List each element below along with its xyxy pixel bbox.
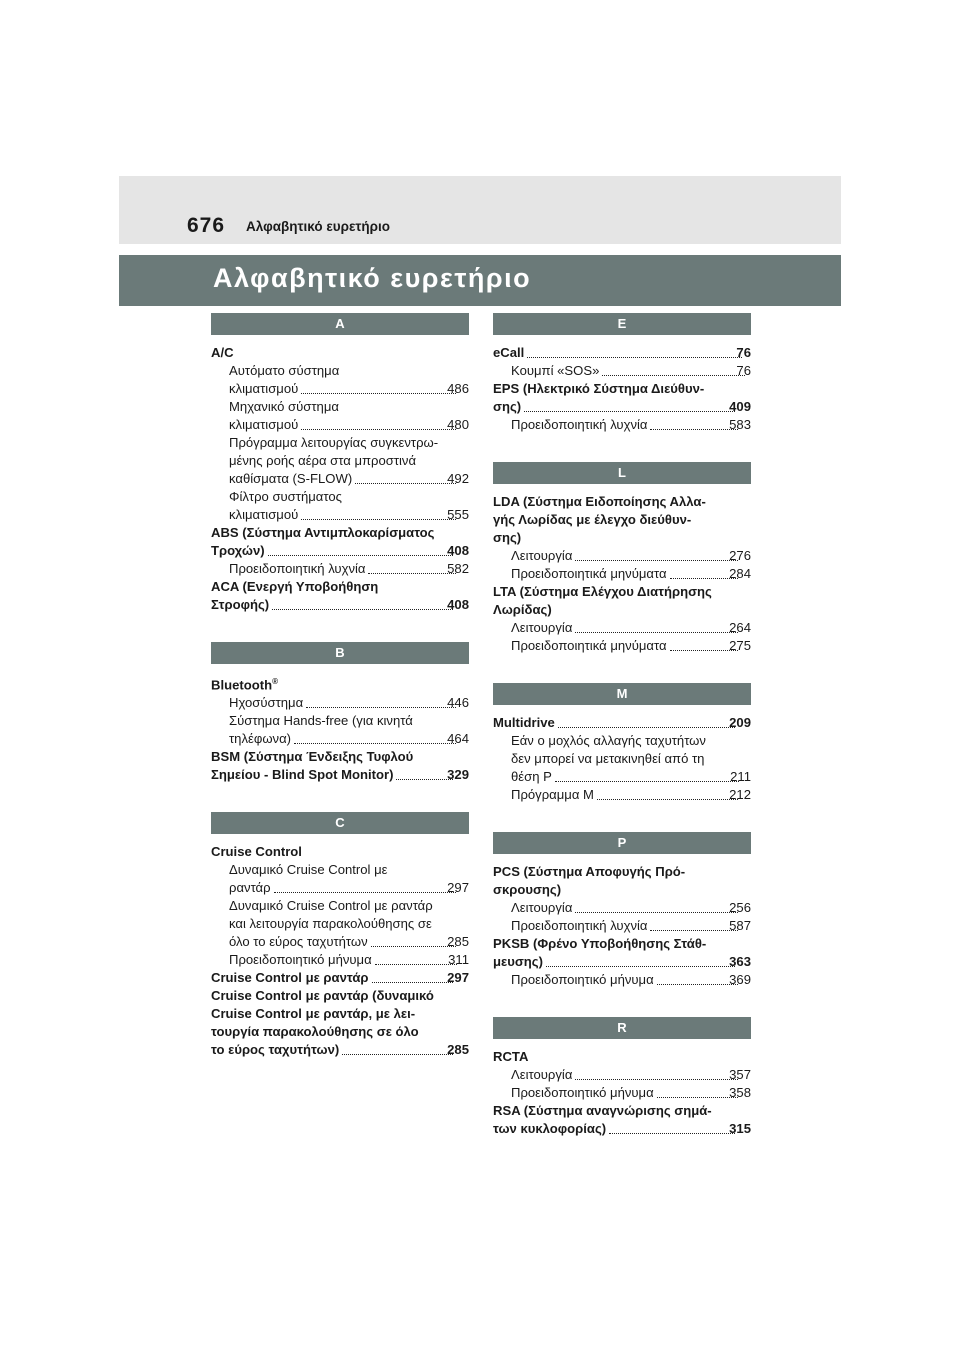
entry-text: Φίλτρο συστήματος — [229, 489, 342, 504]
entry-line — [493, 398, 751, 416]
section-letter-a: A — [211, 313, 469, 335]
page-ref[interactable]: 464 — [447, 731, 469, 747]
entry-line — [229, 416, 469, 434]
entry-text: Λειτουργία — [511, 548, 573, 563]
entry-text: Σημείου - Blind Spot Monitor) — [211, 767, 394, 783]
page-ref[interactable]: 76 — [736, 363, 751, 378]
page-ref[interactable]: 408 — [447, 597, 469, 612]
page-ref[interactable]: 582 — [447, 561, 469, 576]
entry-text: Προειδοποιητικό μήνυμα — [511, 1085, 654, 1100]
dot-leader — [294, 743, 456, 744]
entry-line — [211, 969, 469, 987]
entry-text: μευσης) — [493, 954, 543, 969]
page-ref[interactable]: 297 — [447, 970, 469, 986]
entry-line — [229, 730, 469, 748]
dot-leader — [609, 1133, 735, 1134]
entry-text: Αυτόματο σύστημα — [229, 363, 340, 378]
entry-text: και λειτουργία παρακολούθησης σε — [229, 916, 432, 932]
entry-line — [229, 362, 469, 380]
dot-leader — [524, 411, 735, 412]
entry-text: ABS (Σύστημα Αντιμπλοκαρίσματος — [211, 525, 435, 540]
section-letter-e: E — [493, 313, 751, 335]
entry-line — [229, 897, 469, 915]
entry-line — [511, 547, 751, 565]
entry-line — [211, 748, 469, 766]
entry-text: Στροφής) — [211, 597, 270, 612]
index-subentry — [493, 547, 751, 565]
index-entry — [493, 935, 751, 971]
index-subentry — [493, 416, 751, 434]
index-subentry — [211, 398, 469, 434]
section-gap — [211, 784, 469, 812]
section-letter-m: M — [493, 683, 751, 705]
entry-line — [493, 380, 751, 398]
entry-text: Προειδοποιητικά μηνύματα — [511, 638, 667, 653]
dot-leader — [272, 609, 453, 610]
entry-line — [511, 619, 751, 637]
entry-text: κλιματισμού — [229, 507, 299, 522]
registered-mark: ® — [272, 677, 278, 686]
dot-leader — [396, 779, 453, 780]
entry-text: Cruise Control — [211, 844, 302, 860]
entry-line — [211, 673, 469, 694]
entry-line — [229, 712, 469, 730]
page-ref[interactable]: 76 — [736, 345, 751, 360]
entry-text: EPS (Ηλεκτρικό Σύστημα Διεύθυν- — [493, 381, 705, 396]
entry-line — [229, 560, 469, 578]
section-gap — [493, 434, 751, 462]
entry-line — [511, 732, 751, 750]
entry-text: Εάν ο μοχλός αλλαγής ταχυτήτων — [511, 733, 706, 748]
dot-leader — [371, 946, 456, 947]
index-entry — [211, 748, 469, 784]
entry-text: σκρουσης) — [493, 882, 562, 897]
dot-leader — [301, 429, 456, 430]
entry-text: το εύρος ταχυτήτων) — [211, 1042, 340, 1058]
page-ref[interactable]: 276 — [729, 548, 751, 563]
entry-line — [493, 529, 751, 547]
dot-leader — [575, 1079, 738, 1080]
index-subentry — [493, 786, 751, 804]
entry-line — [211, 524, 469, 542]
entry-line — [229, 380, 469, 398]
index-column-right — [493, 313, 751, 1138]
entry-line — [211, 766, 469, 784]
entry-text: PKSB (Φρένο Υποβοήθησης Στάθ- — [493, 936, 707, 951]
entry-line — [211, 542, 469, 560]
index-subentry — [211, 560, 469, 578]
entry-line — [493, 935, 751, 953]
dot-leader — [372, 982, 454, 983]
index-entry — [493, 380, 751, 416]
page-ref[interactable]: 409 — [729, 399, 751, 414]
page-ref[interactable]: 369 — [729, 972, 751, 987]
index-subentry — [211, 861, 469, 897]
entry-list — [493, 854, 751, 989]
page-ref[interactable]: 211 — [730, 769, 751, 784]
entry-line — [511, 899, 751, 917]
entry-line — [493, 601, 751, 619]
index-entry — [493, 863, 751, 899]
entry-text: Προειδοποιητική λυχνία — [511, 918, 648, 933]
entry-text: δεν μπορεί να μετακινηθεί από τη — [511, 751, 705, 766]
index-subentry — [493, 637, 751, 655]
entry-list — [211, 834, 469, 1059]
entry-text: Cruise Control με ραντάρ, με λει- — [211, 1006, 416, 1022]
entry-line — [493, 1048, 751, 1066]
entry-text: PCS (Σύστημα Αποφυγής Πρό- — [493, 864, 686, 879]
index-entry — [211, 344, 469, 362]
entry-text: ACA (Ενεργή Υποβοήθηση — [211, 579, 379, 594]
entry-line — [211, 344, 469, 362]
dot-leader — [670, 578, 739, 579]
page-ref[interactable]: 358 — [729, 1085, 751, 1100]
entry-line — [229, 915, 469, 933]
entry-line — [493, 1120, 751, 1138]
index-subentry — [493, 565, 751, 583]
dot-leader — [355, 483, 456, 484]
entry-line — [229, 452, 469, 470]
index-subentry — [211, 362, 469, 398]
index-subentry — [493, 732, 751, 786]
index-entry — [211, 987, 469, 1059]
section-gap — [493, 655, 751, 683]
entry-text: Λωρίδας) — [493, 602, 552, 617]
entry-line — [229, 488, 469, 506]
dot-leader — [575, 912, 738, 913]
entry-line — [211, 578, 469, 596]
page-ref[interactable]: 256 — [729, 900, 751, 915]
entry-line — [229, 879, 469, 897]
entry-text: Cruise Control με ραντάρ (δυναμικό — [211, 988, 434, 1004]
dot-leader — [597, 799, 738, 800]
section-gap — [211, 614, 469, 642]
dot-leader — [575, 632, 738, 633]
entry-line — [211, 843, 469, 861]
entry-text: Multidrive — [493, 715, 555, 730]
entry-line — [211, 1041, 469, 1059]
index-subentry — [493, 619, 751, 637]
page-ref[interactable]: 329 — [447, 767, 469, 783]
page-ref[interactable]: 492 — [447, 471, 469, 486]
entry-line — [493, 881, 751, 899]
entry-text: Σύστημα Hands-free (για κινητά — [229, 713, 413, 729]
section-gap — [493, 804, 751, 832]
entry-text: Τροχών) — [211, 543, 265, 558]
page-ref[interactable]: 555 — [447, 507, 469, 522]
page-ref[interactable]: 284 — [729, 566, 751, 581]
entry-text: τουργία παρακολούθησης σε όλο — [211, 1024, 419, 1040]
entry-list — [211, 335, 469, 614]
entry-line — [229, 434, 469, 452]
entry-line — [493, 493, 751, 511]
entry-line — [511, 362, 751, 380]
dot-leader — [657, 984, 738, 985]
entry-text: Cruise Control με ραντάρ — [211, 970, 369, 986]
entry-text: BSM (Σύστημα Ένδειξης Τυφλού — [211, 749, 414, 765]
entry-line — [511, 917, 751, 935]
page-ref[interactable]: 315 — [729, 1121, 751, 1136]
entry-line — [229, 694, 469, 712]
entry-text: σης) — [493, 530, 522, 545]
index-column-left — [211, 313, 469, 1059]
entry-list — [493, 484, 751, 655]
page-ref[interactable]: 587 — [729, 918, 751, 933]
running-header-title: Αλφαβητικό ευρετήριο — [246, 219, 391, 234]
entry-text: Λειτουργία — [511, 1067, 573, 1082]
entry-text: RCTA — [493, 1049, 529, 1064]
entry-line — [493, 863, 751, 881]
entry-text: Προειδοποιητικό μήνυμα — [229, 952, 372, 968]
index-entry — [211, 673, 469, 694]
entry-line — [493, 583, 751, 601]
entry-list — [493, 335, 751, 434]
dot-leader — [368, 573, 456, 574]
section-gap — [493, 989, 751, 1017]
entry-text: σης) — [493, 399, 522, 414]
entry-text: ραντάρ — [229, 880, 271, 896]
dot-leader — [301, 519, 456, 520]
entry-line — [229, 506, 469, 524]
index-subentry — [211, 488, 469, 524]
page-ref[interactable]: 480 — [447, 417, 469, 432]
entry-text: Προειδοποιητική λυχνία — [511, 417, 648, 432]
page-ref[interactable]: 212 — [729, 787, 751, 802]
entry-line — [493, 1102, 751, 1120]
page-ref[interactable]: 446 — [447, 695, 469, 711]
entry-line — [493, 953, 751, 971]
page-number: 676 — [187, 214, 226, 237]
index-entry — [493, 583, 751, 619]
page-ref[interactable]: 285 — [447, 934, 469, 950]
entry-text: κλιματισμού — [229, 381, 299, 396]
entry-line — [229, 951, 469, 969]
index-entry — [211, 524, 469, 560]
entry-text: eCall — [493, 345, 525, 360]
entry-line — [511, 971, 751, 989]
index-subentry — [211, 951, 469, 969]
entry-line — [511, 750, 751, 768]
entry-text: Λειτουργία — [511, 900, 573, 915]
index-entry — [493, 493, 751, 547]
page-ref[interactable]: 583 — [729, 417, 751, 432]
entry-text: των κυκλοφορίας) — [493, 1121, 607, 1136]
entry-line — [229, 398, 469, 416]
index-subentry — [493, 917, 751, 935]
index-entry — [493, 1102, 751, 1138]
dot-leader — [375, 964, 457, 965]
page-ref[interactable]: 311 — [448, 952, 469, 968]
entry-line — [511, 786, 751, 804]
entry-line — [493, 511, 751, 529]
entry-text: Bluetooth — [211, 677, 273, 693]
entry-line — [511, 1084, 751, 1102]
index-subentry — [211, 897, 469, 951]
entry-line — [211, 596, 469, 614]
dot-leader — [555, 781, 739, 782]
dot-leader — [657, 1097, 738, 1098]
entry-text: Δυναμικό Cruise Control με ραντάρ — [229, 898, 433, 914]
page-ref[interactable]: 486 — [447, 381, 469, 396]
entry-text: θέση P — [511, 769, 552, 784]
entry-text: Δυναμικό Cruise Control με — [229, 862, 388, 878]
entry-text: Κουμπί «SOS» — [511, 363, 600, 378]
page-ref[interactable]: 275 — [729, 638, 751, 653]
dot-leader — [650, 429, 738, 430]
entry-list — [211, 664, 469, 784]
entry-text: A/C — [211, 345, 234, 360]
entry-text: Προειδοποιητική λυχνία — [229, 561, 366, 576]
entry-text: Προειδοποιητικά μηνύματα — [511, 566, 667, 581]
dot-leader — [306, 707, 456, 708]
entry-text: LDA (Σύστημα Ειδοποίησης Αλλα- — [493, 494, 706, 509]
index-subentry — [211, 694, 469, 712]
index-entry — [493, 714, 751, 732]
entry-text: Πρόγραμμα λειτουργίας συγκεντρω- — [229, 435, 439, 450]
section-letter-l: L — [493, 462, 751, 484]
page-ref[interactable]: 363 — [729, 954, 751, 969]
entry-text: όλο το εύρος ταχυτήτων — [229, 934, 368, 950]
index-subentry — [211, 712, 469, 748]
section-letter-c: C — [211, 812, 469, 834]
entry-line — [511, 1066, 751, 1084]
dot-leader — [268, 555, 454, 556]
entry-text: μένης ροής αέρα στα μπροστινά — [229, 453, 417, 468]
dot-leader — [558, 727, 735, 728]
page-ref[interactable]: 297 — [447, 880, 469, 896]
entry-text: καθίσματα (S-FLOW) — [229, 471, 353, 486]
index-subentry — [493, 971, 751, 989]
dot-leader — [650, 930, 738, 931]
entry-text: Μηχανικό σύστημα — [229, 399, 339, 414]
dot-leader — [527, 357, 742, 358]
dot-leader — [342, 1054, 453, 1055]
index-entry — [211, 969, 469, 987]
entry-text: Προειδοποιητικό μήνυμα — [511, 972, 654, 987]
index-entry — [493, 1048, 751, 1066]
entry-line — [493, 714, 751, 732]
dot-leader — [301, 393, 456, 394]
entry-text: RSA (Σύστημα αναγνώρισης σημά- — [493, 1103, 712, 1118]
entry-line — [229, 933, 469, 951]
entry-line — [511, 416, 751, 434]
entry-line — [229, 861, 469, 879]
page-ref[interactable]: 285 — [447, 1042, 469, 1058]
entry-text: LTA (Σύστημα Ελέγχου Διατήρησης — [493, 584, 712, 599]
dot-leader — [546, 966, 735, 967]
index-subentry — [493, 899, 751, 917]
entry-text: κλιματισμού — [229, 417, 299, 432]
index-subentry — [493, 1066, 751, 1084]
dot-leader — [670, 650, 739, 651]
entry-line — [229, 470, 469, 488]
page-ref[interactable]: 357 — [729, 1067, 751, 1082]
index-entry — [211, 578, 469, 614]
entry-line — [211, 1023, 469, 1041]
page-title: Αλφαβητικό ευρετήριο — [213, 263, 532, 293]
header-bar — [119, 176, 841, 244]
index-entry — [211, 843, 469, 861]
page-ref[interactable]: 264 — [729, 620, 751, 635]
section-letter-b: B — [211, 642, 469, 664]
dot-leader — [602, 375, 745, 376]
index-subentry — [493, 362, 751, 380]
entry-text: Πρόγραμμα M — [511, 787, 594, 802]
index-subentry — [493, 1084, 751, 1102]
entry-line — [511, 768, 751, 786]
section-letter-p: P — [493, 832, 751, 854]
entry-text: Λειτουργία — [511, 620, 573, 635]
entry-line — [211, 987, 469, 1005]
index-entry — [493, 344, 751, 362]
entry-line — [511, 565, 751, 583]
entry-line — [211, 1005, 469, 1023]
section-letter-r: R — [493, 1017, 751, 1039]
dot-leader — [274, 892, 457, 893]
page-ref[interactable]: 408 — [447, 543, 469, 558]
dot-leader — [575, 560, 738, 561]
entry-list — [493, 1039, 751, 1138]
entry-line — [511, 637, 751, 655]
entry-list — [493, 705, 751, 804]
page-ref[interactable]: 209 — [729, 715, 751, 730]
entry-text: γής Λωρίδας με έλεγχο διεύθυν- — [493, 512, 692, 527]
index-subentry — [211, 434, 469, 488]
entry-text: τηλέφωνα) — [229, 731, 292, 747]
entry-text: Ηχοσύστημα — [229, 695, 304, 711]
entry-line — [493, 344, 751, 362]
